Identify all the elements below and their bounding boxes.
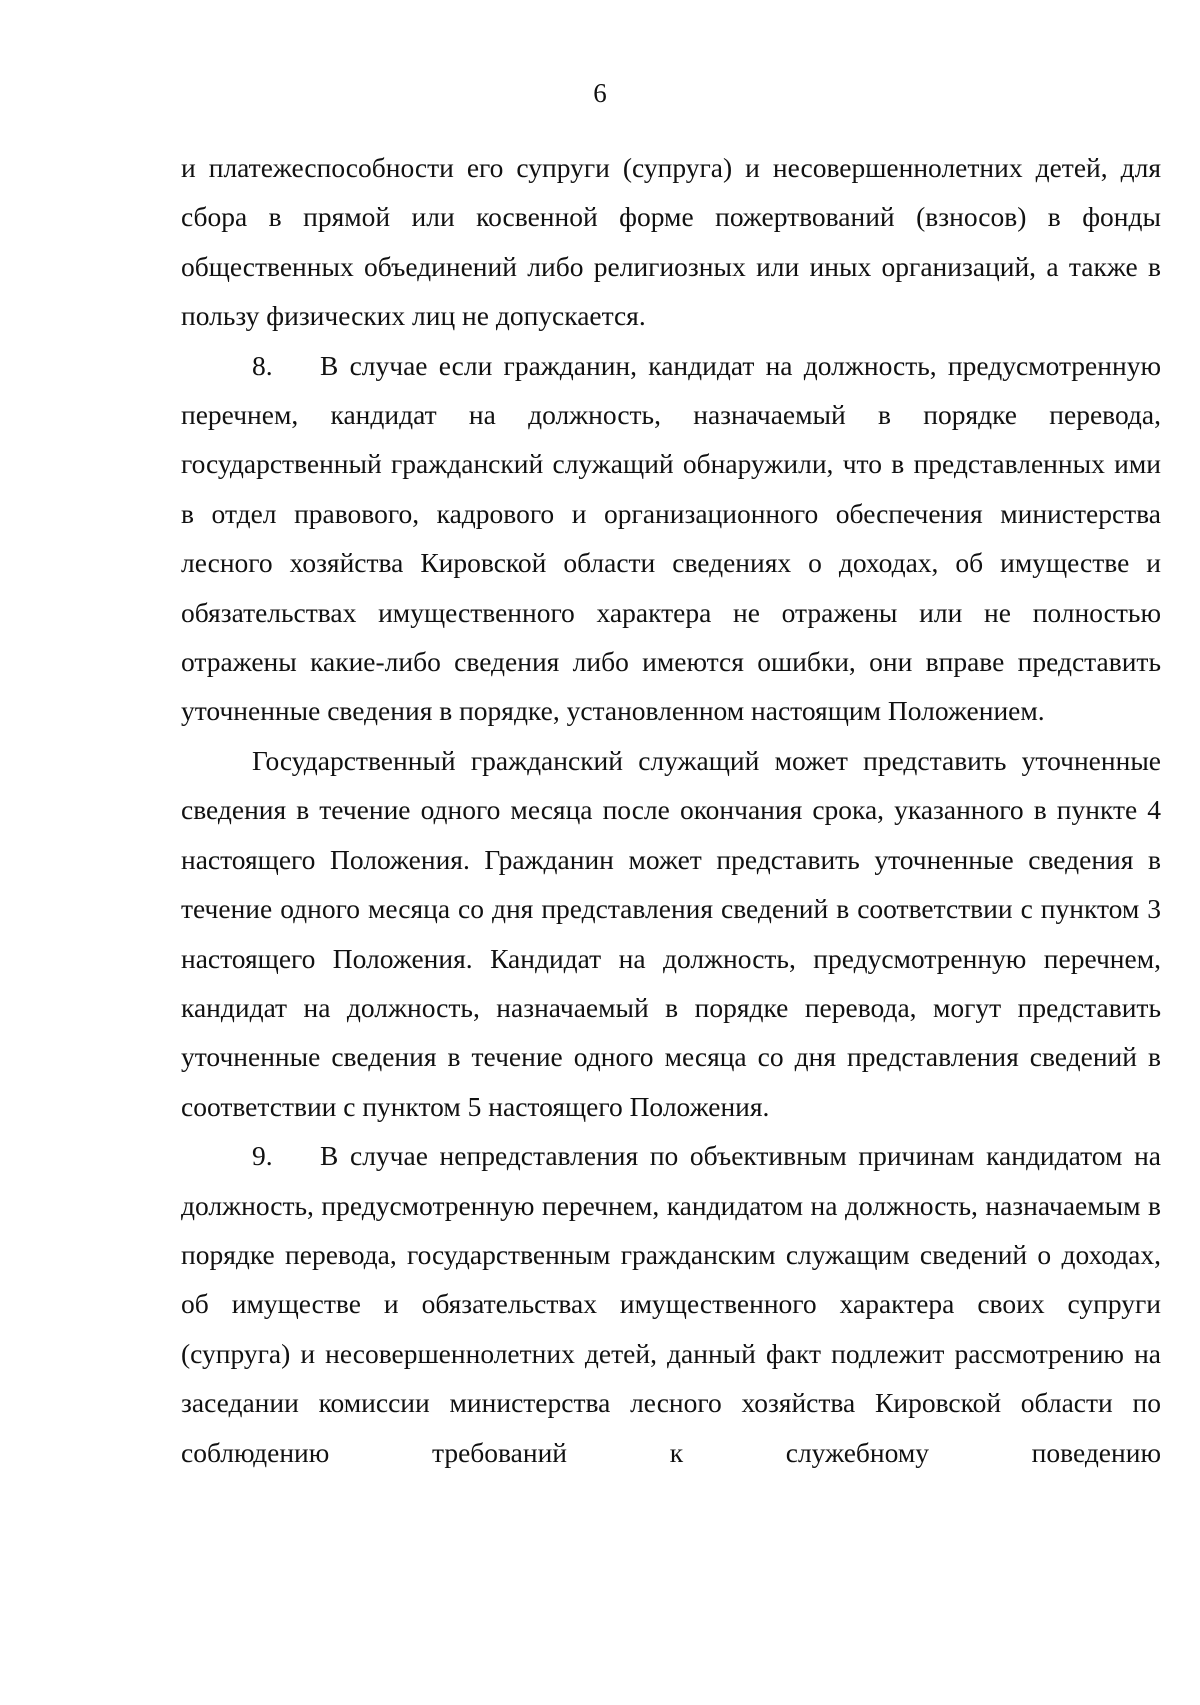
paragraph-number: 8. (252, 349, 273, 381)
paragraph-8-continuation (181, 736, 1161, 1131)
paragraph-continuation (181, 143, 1161, 341)
paragraph-text: и платежеспособности его супруги (супруга) и несовершеннолетних детей, для сбора в прямой или косвенной форме пожертвований (взносов) в фонды общественных объединений либо религиозных или иных организаций, а также в пользу физических лиц не допускается. (181, 152, 1161, 332)
paragraph-text: В случае если гражданин, кандидат на должность, предусмотренную перечнем, кандидат на должность, назначаемый в порядке перевода, государственный гражданский служащий обнаружили, что в представленных ими в отдел правового, кадрового и организационного обеспечения министерства лесного хозяйства Кировской области сведениях о доходах, об имуществе и обязательствах имущественного характера не отражены или не полностью отражены какие-либо сведения либо имеются ошибки, они вправе представить уточненные сведения в порядке, установленном настоящим Положением. (181, 349, 1161, 727)
paragraph-number: 9. (252, 1140, 273, 1172)
paragraph-8 (181, 341, 1161, 736)
paragraph-9 (181, 1131, 1161, 1477)
paragraph-text: В случае непредставления по объективным причинам кандидатом на должность, предусмотренную перечнем, кандидатом на должность, назначаемым в порядке перевода, государственным гражданским служащим сведений о доходах, об имуществе и обязательствах имущественного характера своих супруги (супруга) и несовершеннолетних детей, данный факт подлежит рассмотрению на заседании комиссии министерства лесного хозяйства Кировской области по соблюдению требований к служебному поведению (181, 1140, 1161, 1468)
document-body (181, 143, 1161, 1477)
paragraph-text: Государственный гражданский служащий может представить уточненные сведения в течение одного месяца после окончания срока, указанного в пункте 4 настоящего Положения. Гражданин может представить уточненные сведения в течение одного месяца со дня представления сведений в соответствии с пунктом 3 настоящего Положения. Кандидат на должность, предусмотренную перечнем, кандидат на должность, назначаемый в порядке перевода, могут представить уточненные сведения в течение одного месяца со дня представления сведений в соответствии с пунктом 5 настоящего Положения. (181, 744, 1161, 1122)
page-number: 6 (593, 78, 607, 108)
